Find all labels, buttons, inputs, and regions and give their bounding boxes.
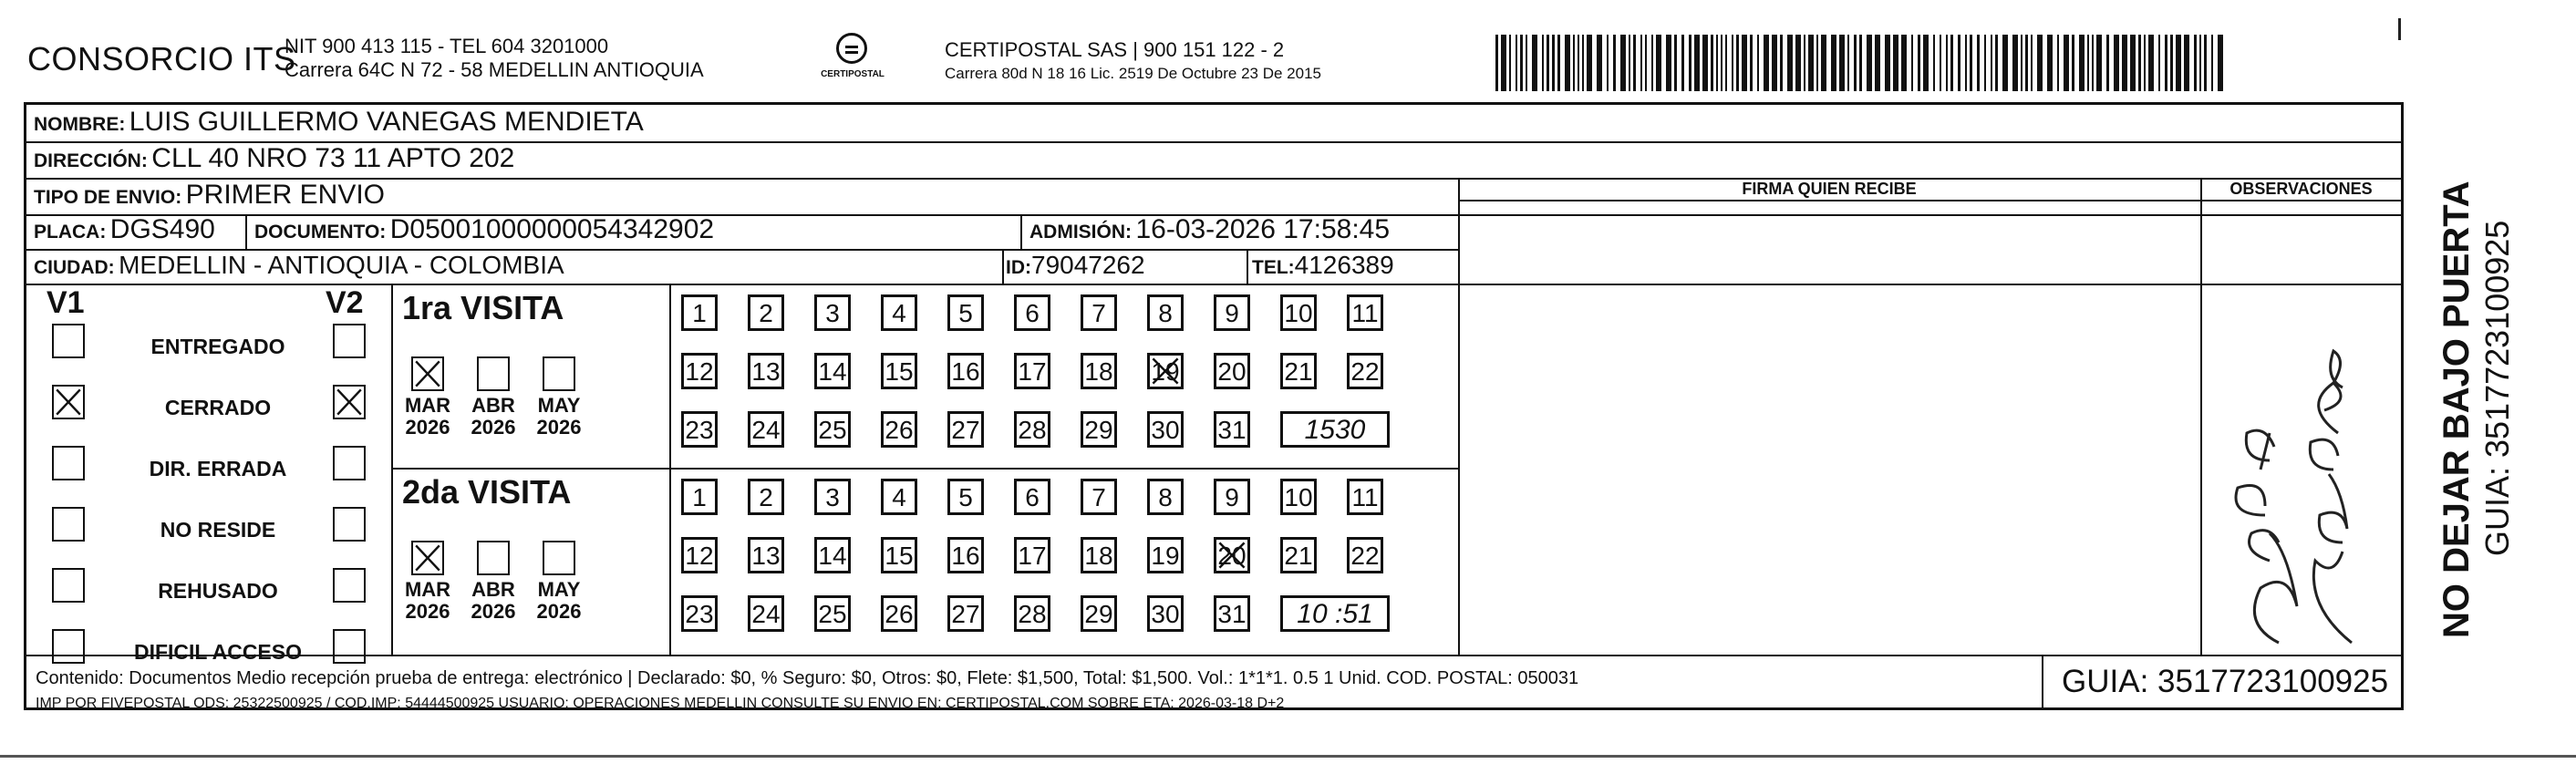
day-cell[interactable]: 5 [947, 479, 984, 515]
status-label: NO RESIDE [160, 518, 276, 542]
admision-value: 16-03-2026 17:58:45 [1135, 214, 1391, 244]
admision-cell [1029, 214, 1390, 245]
month-label: ABR 2026 [471, 394, 516, 439]
day-cell[interactable]: 11 [1347, 479, 1383, 515]
v1-checkbox[interactable] [52, 385, 85, 419]
tipo-label: TIPO DE ENVIO: [34, 187, 182, 208]
documento-cell [254, 214, 714, 245]
month-checkbox[interactable] [477, 356, 510, 391]
id-label: ID: [1006, 257, 1031, 278]
direccion-row [34, 143, 514, 174]
day-cell[interactable]: 19 [1147, 353, 1184, 389]
day-cell[interactable]: 4 [881, 479, 917, 515]
direccion-value: CLL 40 NRO 73 11 APTO 202 [151, 143, 515, 173]
visit-time: 1530 [1280, 411, 1390, 448]
certipostal-info [945, 38, 1321, 86]
day-cell[interactable]: 10 [1280, 294, 1317, 331]
status-label: REHUSADO [158, 579, 278, 603]
tipo-row [34, 180, 385, 211]
admision-label: ADMISIÓN: [1029, 222, 1132, 243]
company-name: CONSORCIO ITS [27, 40, 296, 77]
day-cell[interactable]: 28 [1014, 595, 1050, 632]
id-value: 79047262 [1031, 251, 1145, 279]
documento-value: D05001000000054342902 [389, 214, 715, 244]
certipostal-line: CERTIPOSTAL SAS | 900 151 122 - 2 [945, 38, 1285, 61]
day-cell[interactable]: 14 [814, 537, 851, 573]
day-cell[interactable]: 16 [947, 353, 984, 389]
day-cell[interactable]: 6 [1014, 294, 1050, 331]
nombre-label: NOMBRE: [34, 114, 126, 135]
corner-mark [2398, 18, 2401, 40]
day-cell[interactable]: 22 [1347, 353, 1383, 389]
id-cell [1006, 251, 1145, 280]
tel-cell [1252, 251, 1394, 280]
day-cell[interactable]: 3 [814, 479, 851, 515]
status-label: ENTREGADO [150, 335, 285, 358]
v2-checkbox[interactable] [333, 568, 366, 603]
month-checkbox[interactable] [411, 541, 444, 575]
day-cell[interactable]: 1 [681, 479, 718, 515]
v2-checkbox[interactable] [333, 324, 366, 358]
day-cell[interactable]: 13 [748, 353, 784, 389]
day-cell[interactable]: 2 [748, 479, 784, 515]
documento-label: DOCUMENTO: [254, 222, 387, 243]
day-cell[interactable]: 6 [1014, 479, 1050, 515]
day-cell[interactable]: 23 [681, 595, 718, 632]
placa-row [34, 214, 215, 245]
v1-checkbox[interactable] [52, 507, 85, 542]
v2-checkbox[interactable] [333, 385, 366, 419]
tel-value: 4126389 [1294, 251, 1394, 279]
month-checkbox[interactable] [411, 356, 444, 391]
day-cell[interactable]: 26 [881, 411, 917, 448]
company-address: Carrera 64C N 72 - 58 MEDELLIN ANTIOQUIA [284, 58, 704, 81]
ciudad-row [34, 251, 564, 280]
footer-guia: GUIA: 3517723100925 [2062, 664, 2389, 699]
day-cell[interactable]: 17 [1014, 537, 1050, 573]
day-cell[interactable]: 27 [947, 411, 984, 448]
day-cell[interactable]: 23 [681, 411, 718, 448]
day-cell[interactable]: 20 [1214, 353, 1250, 389]
day-cell[interactable]: 12 [681, 537, 718, 573]
visit-title: 2da VISITA [402, 473, 572, 511]
barcode [1495, 35, 2225, 91]
day-cell[interactable]: 28 [1014, 411, 1050, 448]
day-cell[interactable]: 25 [814, 595, 851, 632]
month-label: MAR 2026 [404, 394, 451, 439]
certipostal-logo [816, 33, 889, 89]
bottom-rule [0, 755, 2576, 758]
v1-checkbox[interactable] [52, 568, 85, 603]
day-cell[interactable]: 18 [1081, 537, 1117, 573]
v1-checkbox[interactable] [52, 446, 85, 480]
placa-value: DGS490 [109, 214, 215, 244]
day-cell[interactable]: 2 [748, 294, 784, 331]
day-cell[interactable]: 13 [748, 537, 784, 573]
day-cell[interactable]: 27 [947, 595, 984, 632]
day-cell[interactable]: 12 [681, 353, 718, 389]
nombre-value: LUIS GUILLERMO VANEGAS MENDIETA [129, 107, 644, 137]
company-info [284, 35, 704, 82]
day-cell[interactable]: 8 [1147, 479, 1184, 515]
day-cell[interactable]: 15 [881, 537, 917, 573]
visit-time: 10 :51 [1280, 595, 1390, 632]
day-cell[interactable]: 30 [1147, 411, 1184, 448]
day-cell[interactable]: 5 [947, 294, 984, 331]
day-cell[interactable]: 25 [814, 411, 851, 448]
v1-checkbox[interactable] [52, 324, 85, 358]
month-checkbox[interactable] [477, 541, 510, 575]
observaciones-header: OBSERVACIONES [2229, 180, 2373, 198]
tipo-value: PRIMER ENVIO [185, 180, 386, 210]
day-cell[interactable]: 8 [1147, 294, 1184, 331]
day-cell[interactable]: 21 [1280, 537, 1317, 573]
day-cell[interactable]: 9 [1214, 479, 1250, 515]
visit-title: 1ra VISITA [402, 289, 564, 326]
day-cell[interactable]: 16 [947, 537, 984, 573]
certipostal-address: Carrera 80d N 18 16 Lic. 2519 De Octubre 23 De 2015 [945, 65, 1321, 82]
month-label: MAY 2026 [536, 578, 582, 623]
ciudad-value: MEDELLIN - ANTIOQUIA - COLOMBIA [119, 251, 564, 279]
day-cell[interactable]: 1 [681, 294, 718, 331]
footer-content: Contenido: Documentos Medio recepción prueba de entrega: electrónico | Declarado: $0, % Seguro: $0, Otros: $0, Flete: $1,500, Total: $1,500. Vol.: 1*1*1. 0.5 1 Unid. COD. POSTAL: 050031 [36, 668, 1579, 688]
day-cell[interactable]: 29 [1081, 595, 1117, 632]
month-label: ABR 2026 [471, 578, 516, 623]
status-label: CERRADO [164, 396, 272, 419]
day-cell[interactable]: 30 [1147, 595, 1184, 632]
v1-header: V1 [47, 285, 85, 320]
v2-checkbox[interactable] [333, 629, 366, 664]
status-label: DIFICIL ACCESO [133, 640, 302, 664]
v2-checkbox[interactable] [333, 446, 366, 480]
logo-text: CERTIPOSTAL [821, 69, 885, 79]
day-cell[interactable]: 31 [1214, 411, 1250, 448]
day-cell[interactable]: 24 [748, 595, 784, 632]
day-cell[interactable]: 7 [1081, 479, 1117, 515]
day-cell[interactable]: 9 [1214, 294, 1250, 331]
day-cell[interactable]: 14 [814, 353, 851, 389]
nit-line: NIT 900 413 115 - TEL 604 3201000 [284, 35, 609, 57]
tel-label: TEL: [1252, 257, 1295, 278]
day-cell[interactable]: 10 [1280, 479, 1317, 515]
v2-checkbox[interactable] [333, 507, 366, 542]
month-checkbox[interactable] [543, 356, 575, 391]
v2-header: V2 [326, 285, 364, 320]
nombre-row [34, 107, 644, 138]
day-cell[interactable]: 15 [881, 353, 917, 389]
day-cell[interactable]: 31 [1214, 595, 1250, 632]
v1-checkbox[interactable] [52, 629, 85, 664]
day-cell[interactable]: 19 [1147, 537, 1184, 573]
day-cell[interactable]: 4 [881, 294, 917, 331]
ciudad-label: CIUDAD: [34, 257, 115, 278]
day-cell[interactable]: 26 [881, 595, 917, 632]
month-label: MAY 2026 [536, 394, 582, 439]
month-label: MAR 2026 [404, 578, 451, 623]
day-cell[interactable]: 24 [748, 411, 784, 448]
day-cell[interactable]: 17 [1014, 353, 1050, 389]
footer-print-info: IMP POR FIVEPOSTAL ODS: 25322500925 / COD.IMP: 54444500925 USUARIO: OPERACIONES MEDELLIN CONSULTE SU ENVIO EN: CERTIPOSTAL.COM SOBRE ETA: 2026-03-18 D+2 [36, 696, 1285, 711]
day-cell[interactable]: 3 [814, 294, 851, 331]
month-checkbox[interactable] [543, 541, 575, 575]
side-guia: GUIA: 3517723100925 [2478, 220, 2516, 556]
day-cell[interactable]: 7 [1081, 294, 1117, 331]
firma-header: FIRMA QUIEN RECIBE [1742, 180, 1917, 198]
day-cell[interactable]: 18 [1081, 353, 1117, 389]
side-no-dejar: NO DEJAR BAJO PUERTA [2436, 181, 2477, 638]
day-cell[interactable]: 22 [1347, 537, 1383, 573]
direccion-label: DIRECCIÓN: [34, 150, 148, 171]
day-cell[interactable]: 20 [1214, 537, 1250, 573]
handwritten-note [2215, 287, 2397, 647]
delivery-form [24, 102, 2404, 710]
placa-label: PLACA: [34, 222, 107, 243]
day-cell[interactable]: 21 [1280, 353, 1317, 389]
status-label: DIR. ERRADA [149, 457, 287, 480]
day-cell[interactable]: 11 [1347, 294, 1383, 331]
day-cell[interactable]: 29 [1081, 411, 1117, 448]
